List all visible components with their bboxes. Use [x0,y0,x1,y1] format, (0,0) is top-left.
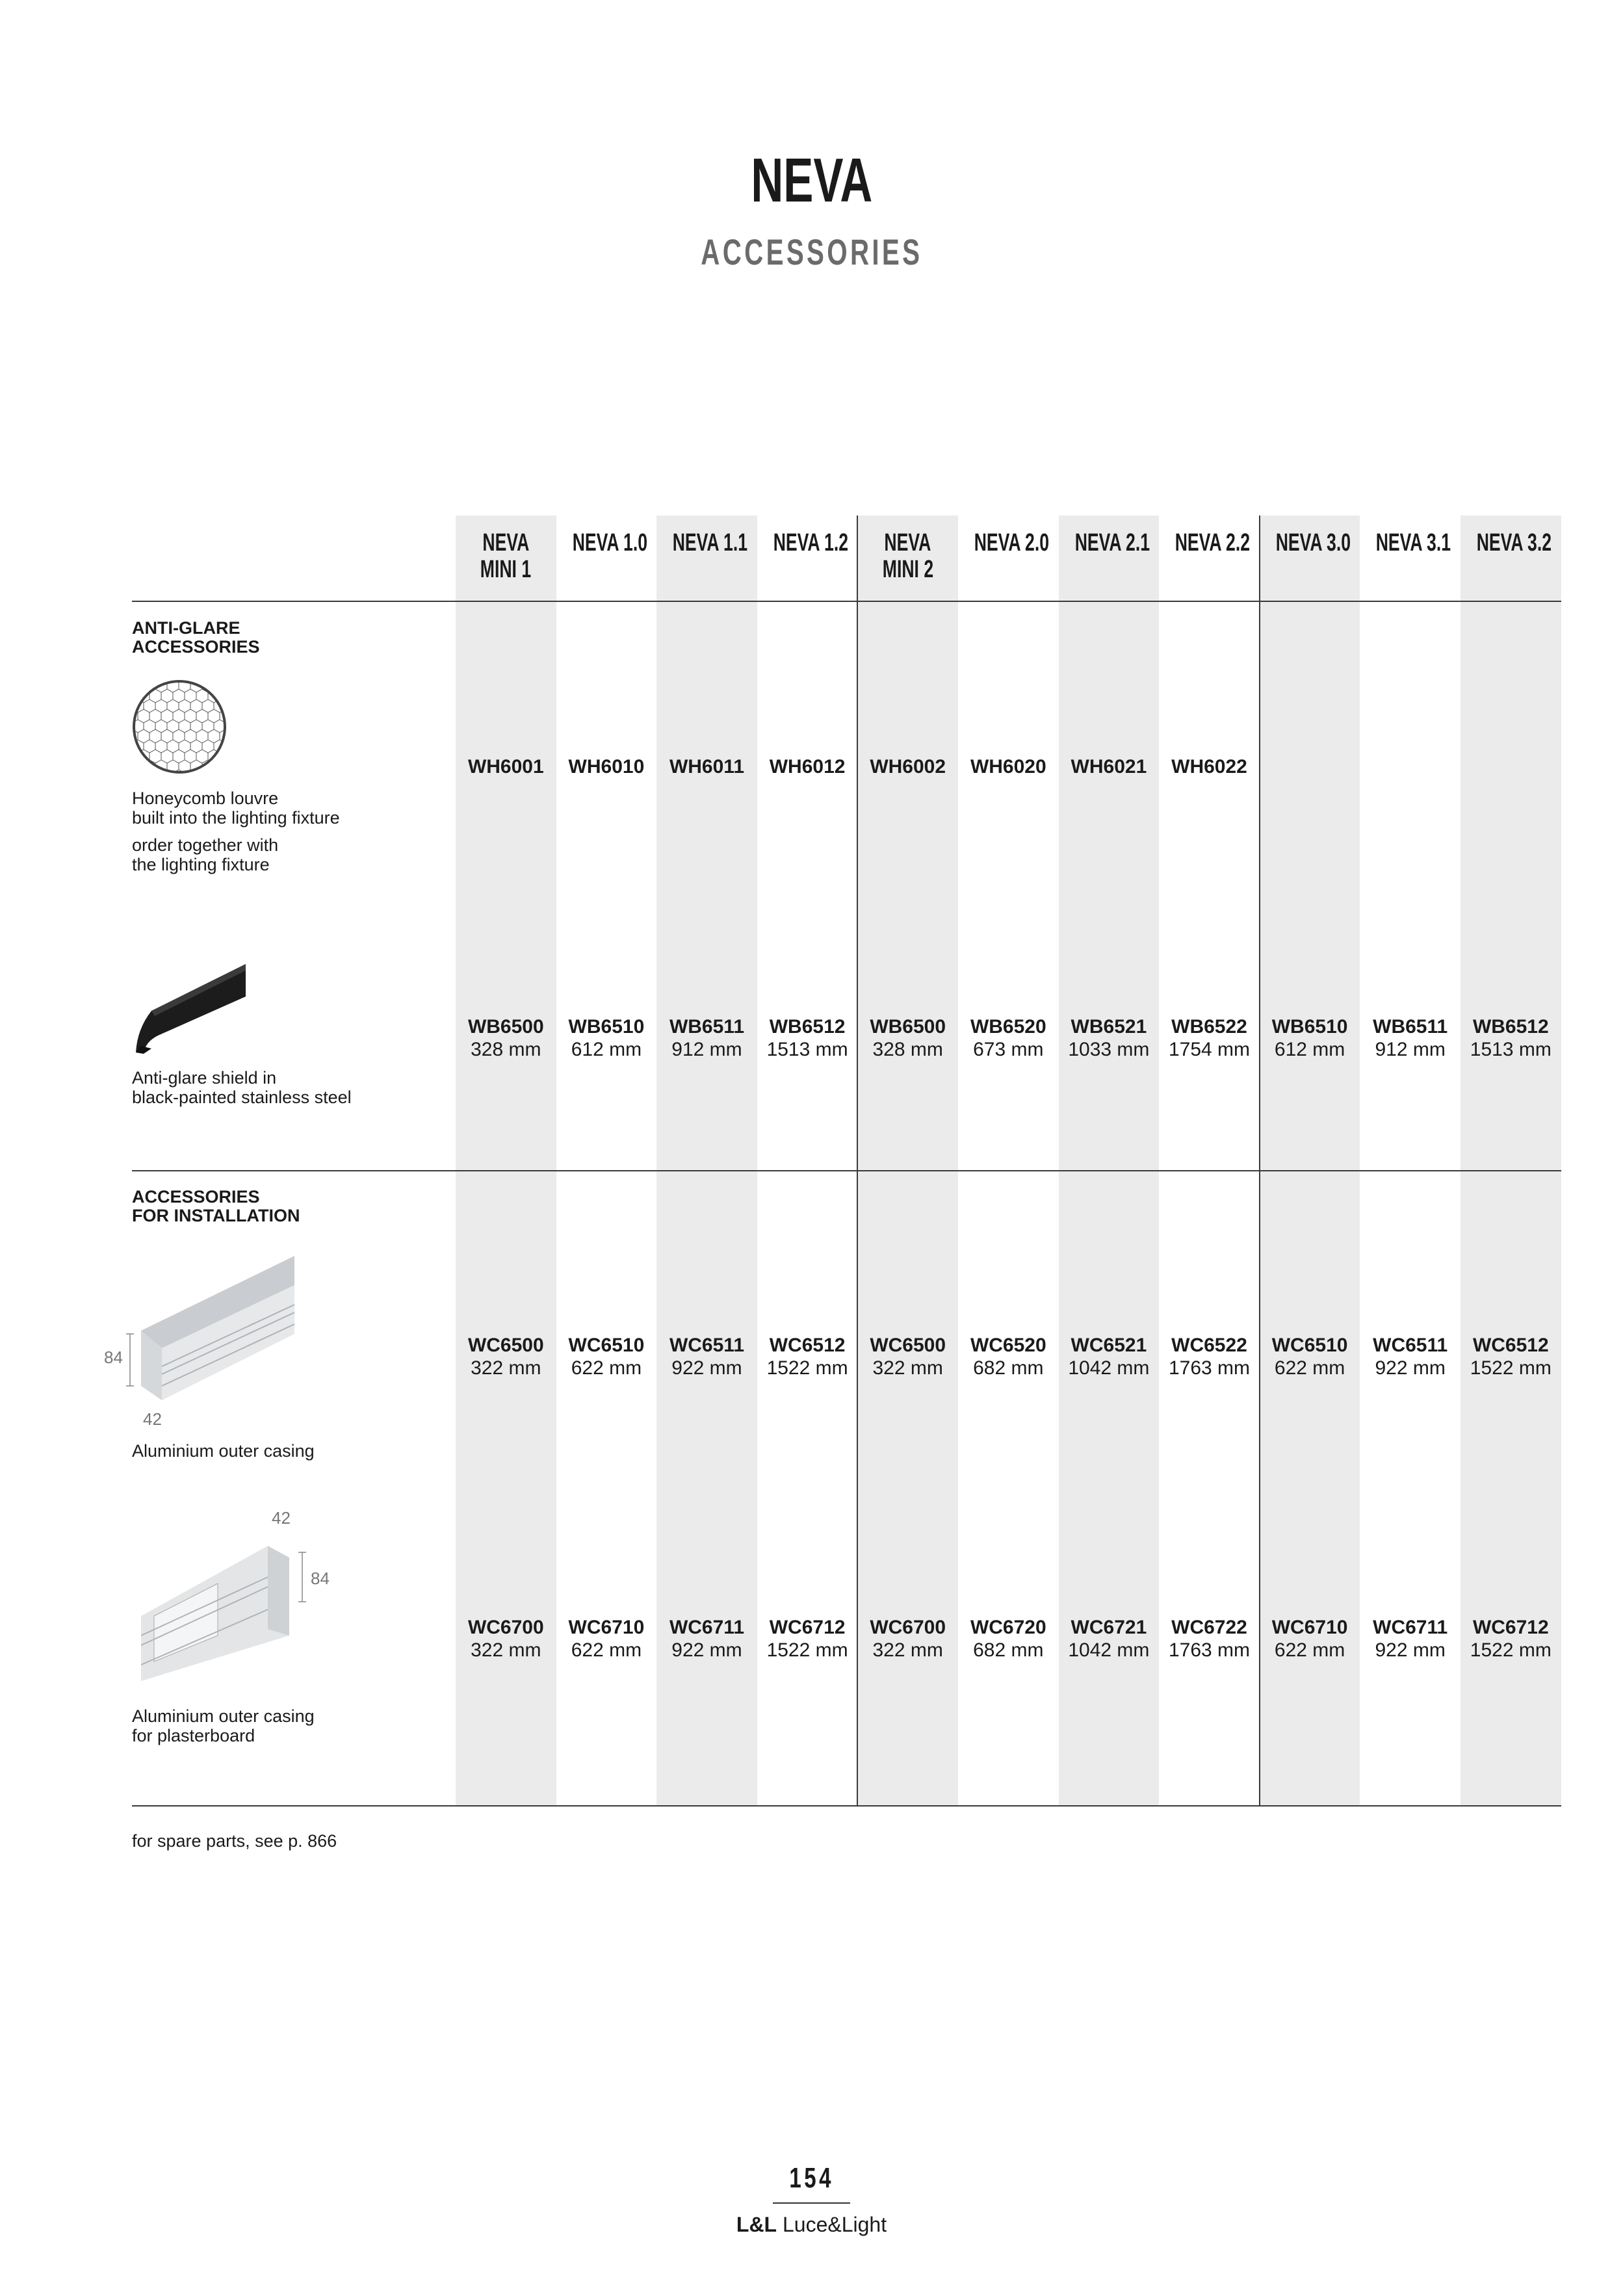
product-code-cell [1260,1334,1360,1379]
product-length: 1754 mm [1168,1039,1251,1060]
product-code: WC6500 [870,1335,946,1356]
height-dimension-line-2 [296,1551,309,1603]
product-code: WC6720 [970,1617,1046,1638]
product-length: 1042 mm [1068,1639,1150,1661]
column-header: NEVA 1.0 [572,529,647,556]
casing-height-label: 84 [104,1348,123,1367]
product-length: 328 mm [872,1039,943,1060]
column-header: NEVA 3.2 [1476,529,1552,556]
product-code-cell [1360,1015,1461,1061]
honeycomb-louvre-image [132,679,227,774]
column-header: NEVA 3.0 [1275,529,1351,556]
product-code: WH6001 [467,756,544,777]
table-rule [132,601,1561,602]
product-length: 622 mm [571,1357,642,1379]
anti-glare-shield-image [132,951,248,1055]
product-code: WB6500 [870,1016,946,1037]
product-code: WH6011 [669,756,745,777]
product-code-cell [757,1015,858,1061]
product-code-cell [757,755,858,778]
product-code: WC6510 [568,1335,645,1356]
product-code-cell [1059,1616,1160,1662]
column-header: NEVA 1.2 [773,529,848,556]
product-code: WB6500 [467,1016,544,1037]
product-code: WC6712 [1472,1617,1549,1638]
product-length: 622 mm [1274,1357,1345,1379]
section-title-anti-glare: ANTI-GLARE ACCESSORIES [132,618,260,657]
casing-width-label: 42 [143,1409,162,1429]
product-length: 682 mm [973,1357,1044,1379]
product-code: WC6521 [1071,1335,1147,1356]
product-length: 1522 mm [1470,1357,1552,1379]
product-length: 682 mm [973,1639,1044,1661]
product-code: WB6512 [769,1016,846,1037]
product-code: WC6522 [1171,1335,1247,1356]
product-code: WC6520 [970,1335,1046,1356]
footer-divider [773,2202,850,2204]
product-code-cell [1059,1334,1160,1379]
product-length: 622 mm [1274,1639,1345,1661]
column-header: NEVA 2.1 [1074,529,1150,556]
product-code-cell [857,1015,958,1061]
product-code-cell [958,1616,1059,1662]
product-code-cell [1360,1334,1461,1379]
column-header: NEVA 3.1 [1376,529,1451,556]
plasterboard-casing-image [141,1538,292,1682]
product-length: 1522 mm [1470,1639,1552,1661]
plaster-casing-height-label: 84 [311,1569,330,1588]
product-code-cell [857,1334,958,1379]
product-code: WB6512 [1472,1016,1549,1037]
product-code-cell [456,1616,556,1662]
product-code-cell [757,1616,858,1662]
product-code: WC6711 [669,1617,745,1638]
product-code-cell [656,1334,757,1379]
column-shade [456,515,556,1805]
product-code-cell [958,1334,1059,1379]
product-length: 922 mm [1375,1357,1446,1379]
product-code: WC6500 [467,1335,544,1356]
plaster-casing-width-label: 42 [272,1508,291,1528]
product-code: WC6511 [1373,1335,1448,1356]
product-length: 1033 mm [1068,1039,1150,1060]
product-code-cell [656,755,757,778]
product-length: 1763 mm [1168,1357,1251,1379]
shield-description: Anti-glare shield in black-painted stainless steel [132,1068,352,1107]
column-header: NEVA 2.0 [974,529,1050,556]
product-code: WH6020 [970,756,1046,777]
product-code-cell [1360,1616,1461,1662]
product-length: 1513 mm [766,1039,848,1060]
product-code-cell [1461,1616,1561,1662]
aluminium-casing-image [141,1256,297,1402]
product-code: WH6012 [769,756,846,777]
product-code-cell [656,1015,757,1061]
product-code: WC6511 [669,1335,745,1356]
column-shade [1461,515,1561,1805]
product-code: WC6510 [1271,1335,1348,1356]
product-code-cell [556,755,657,778]
casing-description: Aluminium outer casing [132,1441,315,1461]
product-code-cell [1461,1015,1561,1061]
product-code: WC6700 [870,1617,946,1638]
column-header: NEVA 2.2 [1175,529,1251,556]
product-code: WC6711 [1373,1617,1448,1638]
column-shade [656,515,757,1805]
column-shade [857,515,958,1805]
product-length: 1522 mm [766,1639,848,1661]
column-header: NEVA MINI 2 [882,529,933,583]
product-length: 328 mm [471,1039,541,1060]
product-code: WC6712 [769,1617,846,1638]
product-length: 1522 mm [766,1357,848,1379]
column-header: NEVA MINI 1 [480,529,532,583]
product-code-cell [1159,1616,1260,1662]
section-title-installation: ACCESSORIES FOR INSTALLATION [132,1187,300,1225]
product-length: 322 mm [872,1357,943,1379]
column-shade [1260,515,1360,1805]
product-code: WB6520 [970,1016,1046,1037]
product-length: 1763 mm [1168,1639,1251,1661]
product-code-cell [958,1015,1059,1061]
product-code-cell [1260,1015,1360,1061]
product-code: WC6512 [1472,1335,1549,1356]
product-length: 922 mm [671,1357,742,1379]
product-length: 322 mm [471,1357,541,1379]
product-code-cell [857,1616,958,1662]
product-length: 612 mm [571,1039,642,1060]
product-code-cell [1059,1015,1160,1061]
product-code-cell [556,1015,657,1061]
product-code-cell [556,1334,657,1379]
product-length: 912 mm [671,1039,742,1060]
product-code: WH6022 [1171,756,1247,777]
product-code-cell [1260,1616,1360,1662]
product-length: 612 mm [1274,1039,1345,1060]
product-length: 922 mm [1375,1639,1446,1661]
product-length: 322 mm [872,1639,943,1661]
product-code: WB6522 [1171,1016,1247,1037]
product-code-cell [1159,1015,1260,1061]
brand-footer: L&L Luce&Light [736,2213,887,2236]
page-subtitle: ACCESSORIES [700,231,923,272]
column-shade [1059,515,1160,1805]
product-length: 673 mm [973,1039,1044,1060]
product-length: 912 mm [1375,1039,1446,1060]
product-code: WH6021 [1071,756,1147,777]
product-code-cell [656,1616,757,1662]
product-code-cell [757,1334,858,1379]
product-code: WH6010 [568,756,645,777]
group-divider [857,515,858,1805]
product-code: WC6722 [1171,1617,1247,1638]
product-code-cell [857,755,958,778]
product-code-cell [1159,755,1260,778]
page-number: 154 [789,2162,834,2194]
product-code-cell [1461,1334,1561,1379]
product-code: WB6510 [1271,1016,1348,1037]
product-length: 1042 mm [1068,1357,1150,1379]
height-dimension-line [123,1333,136,1387]
product-code: WB6511 [1373,1016,1448,1037]
plaster-casing-description: Aluminium outer casing for plasterboard [132,1706,315,1745]
product-code: WC6721 [1071,1617,1147,1638]
product-code: WB6510 [568,1016,645,1037]
product-code: WB6511 [669,1016,745,1037]
product-code-cell [1059,755,1160,778]
table-rule [132,1170,1561,1171]
product-code: WC6512 [769,1335,846,1356]
product-code-cell [456,1015,556,1061]
column-header: NEVA 1.1 [672,529,748,556]
product-code: WC6700 [467,1617,544,1638]
product-code-cell [456,1334,556,1379]
product-length: 1513 mm [1470,1039,1552,1060]
product-code: WC6710 [568,1617,645,1638]
product-length: 922 mm [671,1639,742,1661]
product-code: WB6521 [1071,1016,1147,1037]
product-code-cell [556,1616,657,1662]
product-code: WC6710 [1271,1617,1348,1638]
product-code-cell [456,755,556,778]
group-divider [1259,515,1260,1805]
product-code: WH6002 [870,756,946,777]
honeycomb-description: Honeycomb louvre built into the lighting fixture order together with the lighting fixture [132,789,340,874]
product-length: 322 mm [471,1639,541,1661]
product-code-cell [1159,1334,1260,1379]
page-title: NEVA [751,146,872,215]
product-code-cell [958,755,1059,778]
table-rule [132,1805,1561,1807]
footnote: for spare parts, see p. 866 [132,1831,337,1851]
product-length: 622 mm [571,1639,642,1661]
